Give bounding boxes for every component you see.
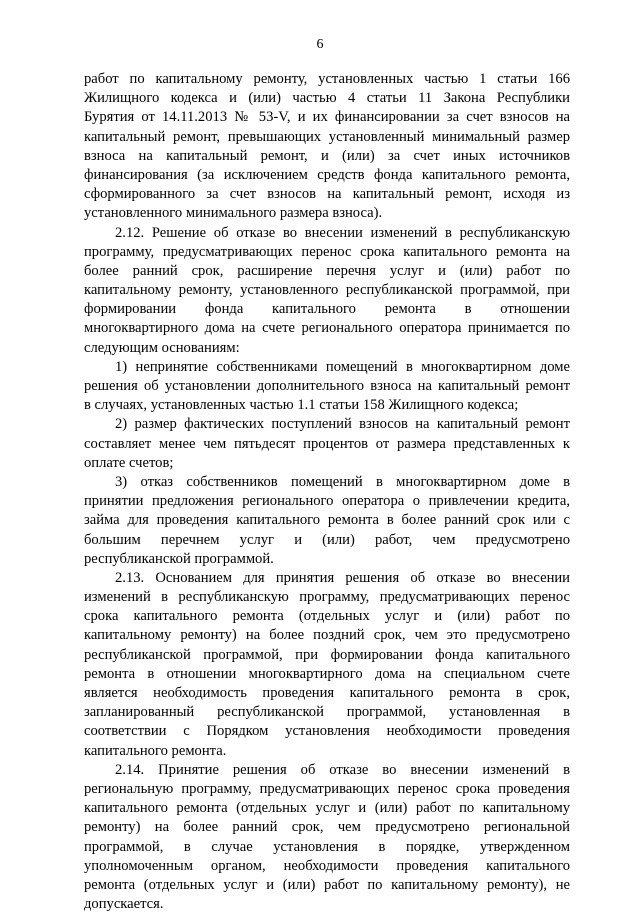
text-line: решения об установлении дополнительного взноса на капитальный ремонт xyxy=(84,378,570,394)
text-line: капитальному ремонту, установленного республиканской программой, при xyxy=(84,282,570,299)
text-line: республиканской программой, при формировании фонда капитального xyxy=(84,646,570,663)
text-line: срока капитального ремонта (отдельных услуг и (или) работ по xyxy=(84,608,570,625)
text-line: многоквартирного дома на счете регионального оператора принимается по xyxy=(84,320,570,337)
text-line: 1) непринятие собственниками помещений в многоквартирном доме xyxy=(115,358,570,375)
text-line: является необходимость проведения капитального ремонта в срок, xyxy=(84,685,570,701)
text-line: запланированный республиканской программой, установленная в xyxy=(84,704,570,721)
text-line: принятии предложения регионального оператора о привлечении кредита, xyxy=(84,493,570,510)
text-line: оплате счетов; xyxy=(84,454,174,471)
text-line: формировании фонда капитального ремонта в отношении xyxy=(84,301,570,318)
text-line: Жилищного кодекса и (или) частью 4 статьи 11 Закона Республики xyxy=(84,90,570,107)
text-line: займа для проведения капитального ремонта в более ранний срок или с xyxy=(84,512,570,529)
text-line: в случаях, установленных частью 1.1 статьи 158 Жилищного кодекса; xyxy=(84,397,519,414)
text-line: капитального ремонта (отдельных услуг и (или) работ по капитальному xyxy=(84,800,570,817)
text-line: 2.13. Основанием для принятия решения об отказе во внесении xyxy=(115,569,570,586)
text-line: сформированного за счет взносов на капитальный ремонт, исходя из xyxy=(84,186,570,203)
text-line: 3) отказ собственников помещений в многоквартирном доме в xyxy=(115,473,570,490)
text-line: капитальный ремонт, превышающих установленный минимальный размер xyxy=(84,128,570,145)
text-line: уполномоченным органом, необходимости проведения капитального xyxy=(84,857,570,874)
text-line: ремонта (отдельных услуг и (или) работ по капитальному ремонту), не xyxy=(84,876,570,893)
text-line: ремонта в отношении многоквартирного дома на специальном счете xyxy=(84,665,570,682)
text-line: соответствии с Порядком установления необходимости проведения xyxy=(84,723,570,740)
text-line: программой, в случае установления в порядке, утвержденном xyxy=(84,838,570,855)
text-line: изменений в республиканскую программу, предусматривающих перенос xyxy=(84,589,570,606)
text-line: установленного минимального размера взноса). xyxy=(84,205,383,222)
text-line: работ по капитальному ремонту, установленных частью 1 статьи 166 xyxy=(84,71,570,87)
text-line: взноса на капитальный ремонт, и (или) за счет иных источников xyxy=(84,147,570,164)
text-line: следующим основаниям: xyxy=(84,339,240,356)
text-line: региональную программу, предусматривающих перенос срока проведения xyxy=(84,780,570,797)
text-line: ремонту) на более ранний срок, чем предусмотрено региональной xyxy=(84,819,570,836)
text-line: Бурятия от 14.11.2013 № 53-V, и их финансировании за счет взносов на xyxy=(84,109,570,126)
text-line: финансирования (за исключением средств фонда капитального ремонта, xyxy=(84,166,570,183)
text-line: капитальному ремонту) на более поздний срок, чем это предусмотрено xyxy=(84,627,570,644)
text-line: 2) размер фактических поступлений взносов на капитальный ремонт xyxy=(115,416,570,433)
text-line: 2.14. Принятие решения об отказе во внесении изменений в xyxy=(115,761,570,778)
text-line: допускается. xyxy=(84,896,164,913)
document-body xyxy=(84,70,570,914)
text-line: более ранний срок, расширение перечня услуг и (или) работ по xyxy=(84,262,570,279)
text-line: 2.12. Решение об отказе во внесении изменений в республиканскую xyxy=(115,224,570,241)
page-number: 6 xyxy=(316,37,324,52)
text-line: республиканской программой. xyxy=(84,550,274,567)
text-line: программу, предусматривающих перенос срока капитального ремонта на xyxy=(84,243,570,260)
text-line: большим перечнем услуг и (или) работ, чем предусмотрено xyxy=(84,531,570,548)
text-line: капитального ремонта. xyxy=(84,742,227,759)
text-line: составляет менее чем пятьдесят процентов от размера представленных к xyxy=(84,435,570,452)
